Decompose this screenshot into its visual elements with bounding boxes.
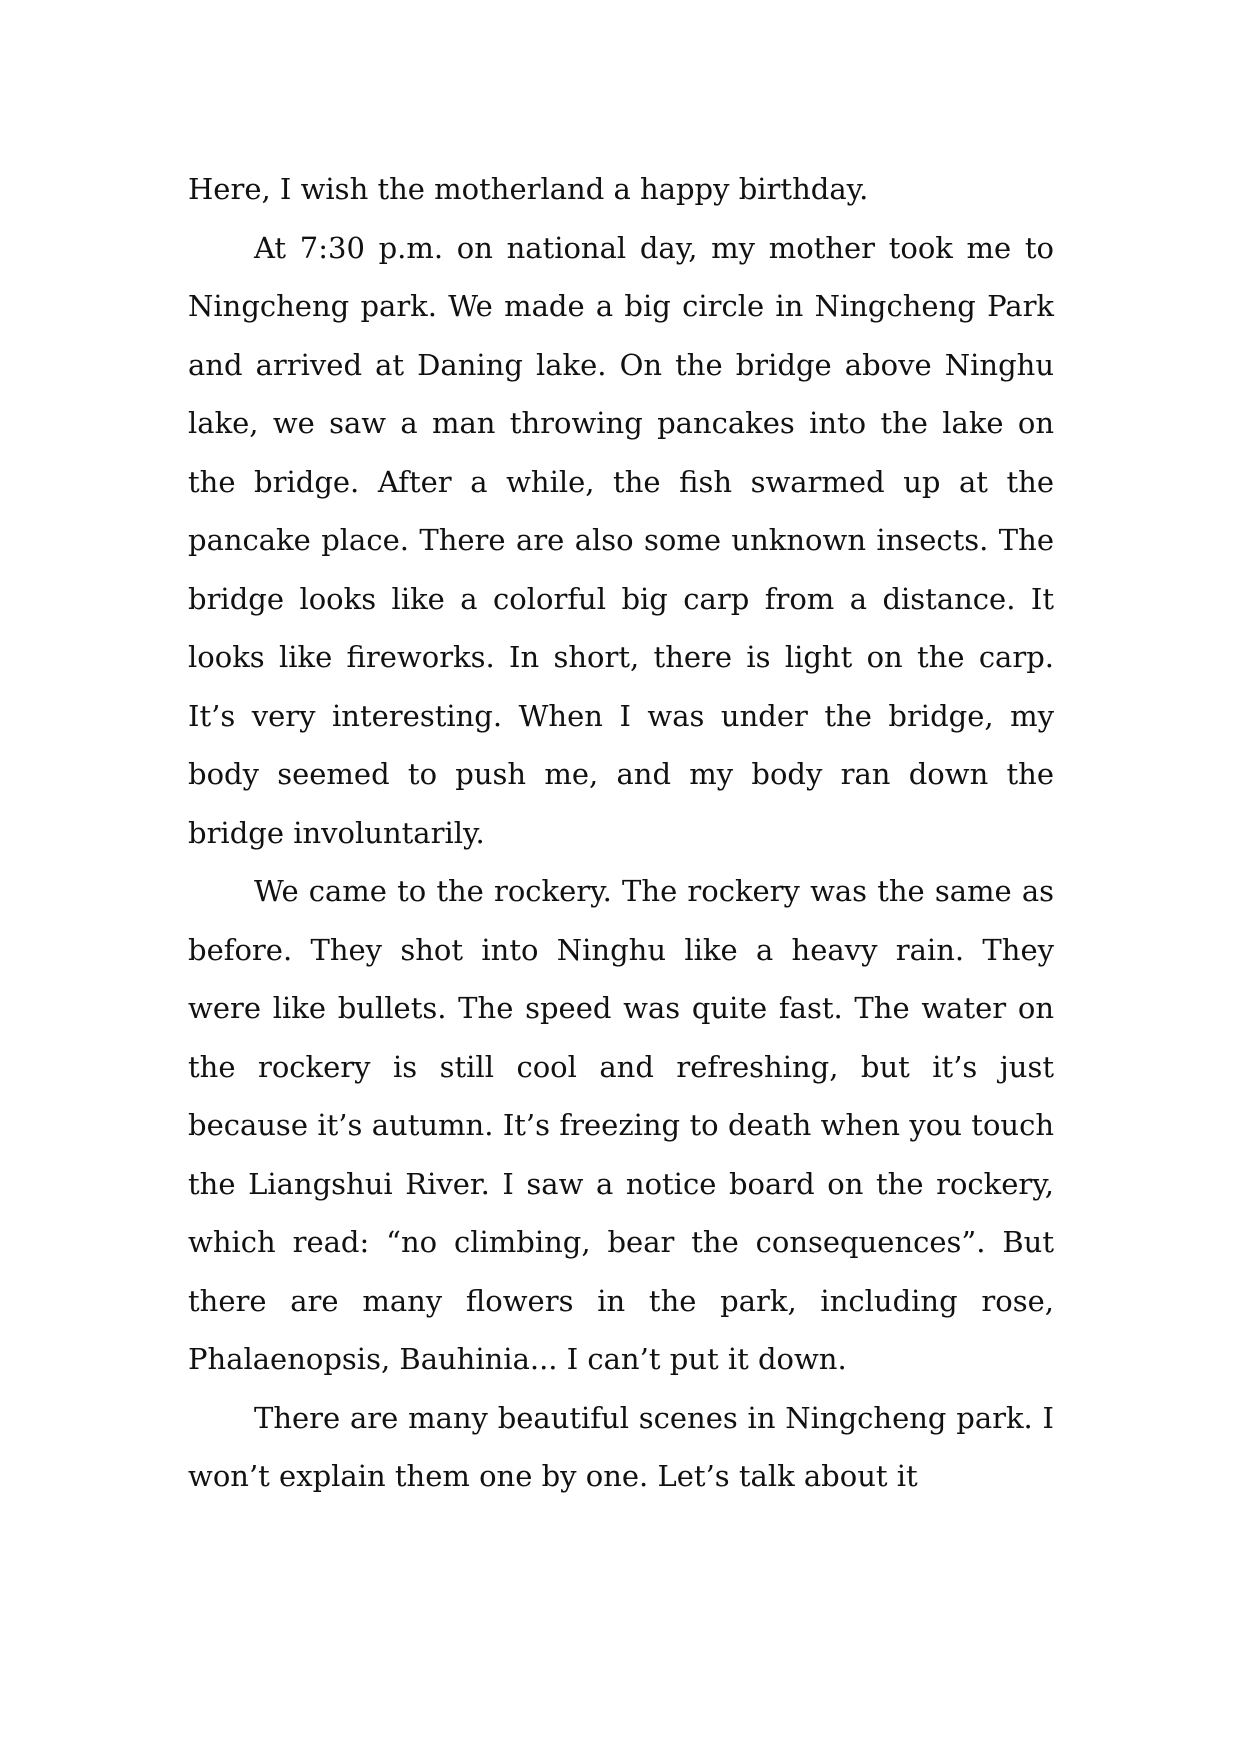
paragraph-beautiful-scenes: There are many beautiful scenes in Ningcheng park. I won’t explain them one by one. Let’s talk about it — [188, 1400, 1054, 1493]
paragraph-national-day: At 7:30 p.m. on national day, my mother took me to Ningcheng park. We made a big circle in Ningcheng Park and arrived at Daning lake. On the bridge above Ninghu lake, we saw a man throwing pancakes into the lake on the bridge. After a while, the fish swarmed up at the pancake place. There are also some unknown insects. The bridge looks like a colorful big carp from a distance. It looks like fireworks. In short, there is light on the carp. It’s very interesting. When I was under the bridge, my body seemed to push me, and my body ran down the bridge involuntarily. — [188, 230, 1054, 850]
paragraph-continuation: Here, I wish the motherland a happy birthday. — [188, 172, 869, 206]
document-body — [188, 160, 1054, 1506]
paragraph-rockery: We came to the rockery. The rockery was the same as before. They shot into Ninghu like a heavy rain. They were like bullets. The speed was quite fast. The water on the rockery is still cool and refreshing, but it’s just because it’s autumn. It’s freezing to death when you touch the Liangshui River. I saw a notice board on the rockery, which read: “no climbing, bear the consequences”. But there are many flowers in the park, including rose, Phalaenopsis, Bauhinia... I can’t put it down. — [188, 874, 1054, 1376]
